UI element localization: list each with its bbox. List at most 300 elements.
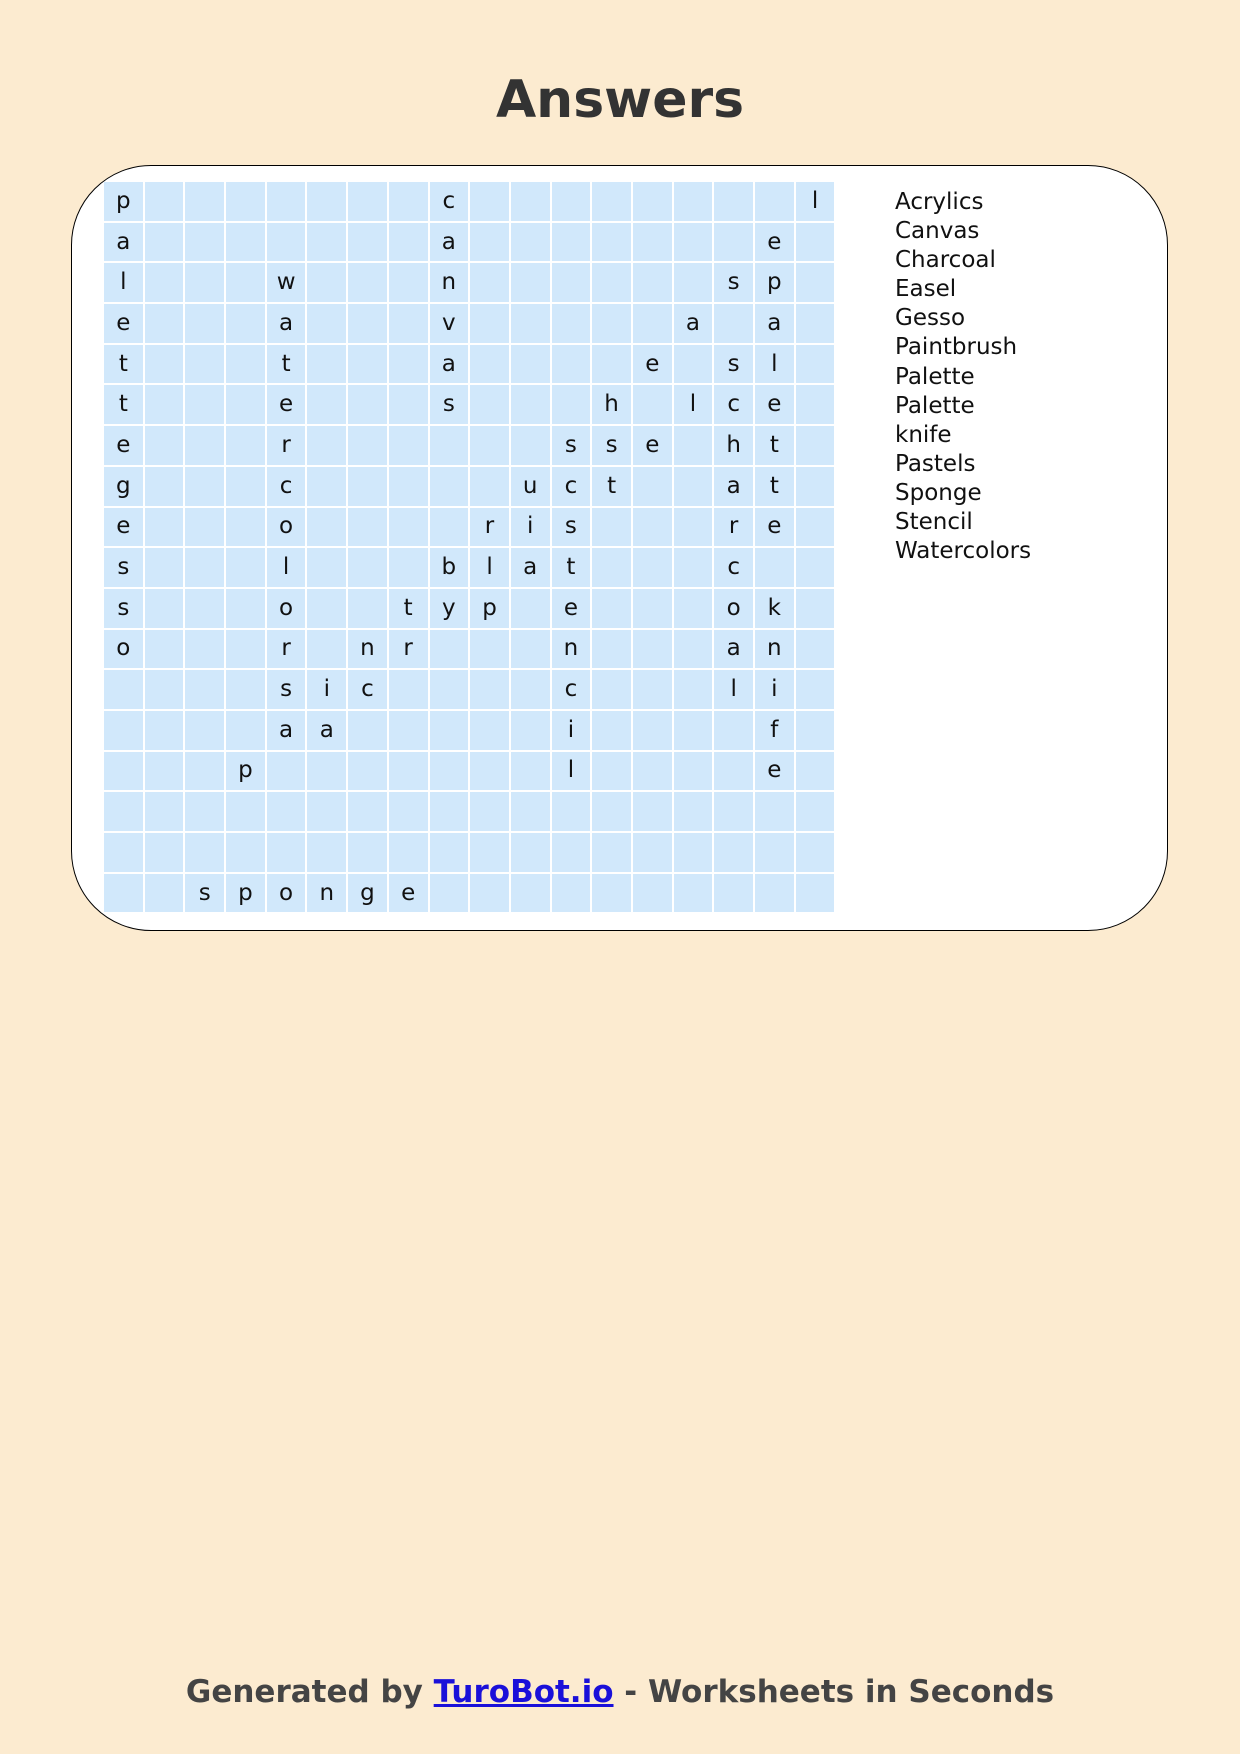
grid-cell — [674, 182, 713, 221]
grid-cell: a — [430, 345, 469, 384]
grid-cell — [674, 223, 713, 262]
grid-cell — [430, 792, 469, 831]
grid-cell: i — [511, 508, 550, 547]
grid-cell — [470, 426, 509, 465]
grid-cell — [552, 874, 591, 913]
grid-cell — [145, 182, 184, 221]
grid-cell: l — [674, 385, 713, 424]
grid-cell: f — [755, 711, 794, 750]
grid-cell: o — [267, 874, 306, 913]
grid-cell — [633, 874, 672, 913]
grid-cell — [511, 752, 550, 791]
grid-cell — [796, 548, 835, 587]
grid-cell: p — [226, 752, 265, 791]
grid-cell — [145, 548, 184, 587]
grid-cell — [633, 508, 672, 547]
grid-cell — [145, 589, 184, 628]
grid-cell: c — [348, 670, 387, 709]
grid-cell: o — [267, 508, 306, 547]
grid-cell — [430, 874, 469, 913]
grid-cell — [796, 508, 835, 547]
grid-cell — [348, 548, 387, 587]
grid-cell — [511, 833, 550, 872]
grid-cell: v — [430, 304, 469, 343]
word-list-item: knife — [895, 421, 952, 448]
grid-cell — [145, 792, 184, 831]
word-list-item: Easel — [895, 276, 957, 303]
grid-cell — [633, 792, 672, 831]
grid-cell — [470, 263, 509, 302]
grid-cell — [633, 467, 672, 506]
grid-cell — [267, 833, 306, 872]
grid-cell — [511, 385, 550, 424]
grid-cell — [307, 263, 346, 302]
turobot-link[interactable]: TuroBot.io — [433, 1674, 614, 1710]
grid-cell — [714, 792, 753, 831]
grid-cell: c — [714, 548, 753, 587]
grid-cell — [633, 182, 672, 221]
word-list-item: Sponge — [895, 479, 982, 506]
grid-cell — [470, 467, 509, 506]
grid-cell: a — [714, 467, 753, 506]
grid-cell: e — [755, 752, 794, 791]
grid-cell — [389, 792, 428, 831]
grid-cell — [511, 345, 550, 384]
grid-cell — [796, 752, 835, 791]
grid-cell — [348, 385, 387, 424]
grid-cell — [348, 467, 387, 506]
grid-cell — [389, 752, 428, 791]
grid-cell: s — [714, 345, 753, 384]
grid-cell: t — [389, 589, 428, 628]
grid-cell — [470, 752, 509, 791]
grid-cell — [674, 263, 713, 302]
grid-cell: e — [389, 874, 428, 913]
grid-cell — [796, 630, 835, 669]
grid-cell: n — [430, 263, 469, 302]
grid-cell: t — [755, 467, 794, 506]
grid-cell — [267, 752, 306, 791]
grid-cell: e — [104, 426, 143, 465]
grid-cell — [755, 874, 794, 913]
grid-cell: p — [470, 589, 509, 628]
grid-cell — [796, 792, 835, 831]
grid-cell — [592, 670, 631, 709]
grid-cell — [145, 263, 184, 302]
word-list-item: Watercolors — [895, 538, 1032, 565]
grid-cell — [674, 752, 713, 791]
grid-cell: e — [633, 426, 672, 465]
grid-cell: s — [430, 385, 469, 424]
grid-cell: t — [267, 345, 306, 384]
grid-cell — [348, 589, 387, 628]
grid-cell: r — [714, 508, 753, 547]
grid-cell — [389, 304, 428, 343]
grid-cell: p — [755, 263, 794, 302]
grid-cell: a — [267, 711, 306, 750]
grid-cell — [307, 548, 346, 587]
grid-cell — [674, 630, 713, 669]
grid-cell: a — [104, 223, 143, 262]
grid-cell — [185, 426, 224, 465]
grid-cell — [674, 833, 713, 872]
grid-cell — [470, 345, 509, 384]
grid-cell — [226, 792, 265, 831]
grid-cell — [511, 630, 550, 669]
grid-cell — [796, 874, 835, 913]
grid-cell — [430, 467, 469, 506]
word-list-item: Gesso — [895, 305, 966, 332]
grid-cell — [104, 670, 143, 709]
grid-cell — [389, 345, 428, 384]
grid-cell — [796, 467, 835, 506]
grid-cell — [145, 385, 184, 424]
grid-cell — [511, 792, 550, 831]
grid-cell: l — [267, 548, 306, 587]
grid-cell: a — [267, 304, 306, 343]
grid-cell — [796, 833, 835, 872]
grid-cell — [389, 833, 428, 872]
grid-cell: b — [430, 548, 469, 587]
grid-cell — [511, 874, 550, 913]
grid-cell — [552, 182, 591, 221]
grid-cell: s — [104, 589, 143, 628]
grid-cell — [104, 792, 143, 831]
grid-cell: u — [511, 467, 550, 506]
grid-cell — [511, 670, 550, 709]
grid-cell — [470, 223, 509, 262]
grid-cell — [185, 670, 224, 709]
footer — [0, 1672, 1240, 1712]
grid-cell: a — [430, 223, 469, 262]
grid-cell — [470, 304, 509, 343]
grid-cell — [714, 182, 753, 221]
grid-cell: l — [796, 182, 835, 221]
grid-cell — [714, 874, 753, 913]
grid-cell — [307, 508, 346, 547]
grid-cell: s — [552, 426, 591, 465]
grid-cell — [430, 752, 469, 791]
grid-cell — [633, 263, 672, 302]
grid-cell: e — [104, 304, 143, 343]
grid-cell — [104, 874, 143, 913]
grid-cell — [226, 670, 265, 709]
grid-cell — [470, 792, 509, 831]
grid-cell: r — [267, 426, 306, 465]
grid-cell — [592, 752, 631, 791]
grid-cell — [470, 182, 509, 221]
grid-cell: t — [552, 548, 591, 587]
grid-cell — [674, 792, 713, 831]
grid-cell: o — [104, 630, 143, 669]
grid-cell: e — [755, 223, 794, 262]
grid-cell — [226, 263, 265, 302]
grid-cell — [796, 263, 835, 302]
grid-cell — [145, 426, 184, 465]
grid-cell: c — [714, 385, 753, 424]
grid-cell — [145, 345, 184, 384]
grid-cell — [511, 589, 550, 628]
grid-cell — [389, 263, 428, 302]
grid-cell — [389, 182, 428, 221]
grid-cell — [552, 263, 591, 302]
grid-cell: e — [755, 385, 794, 424]
grid-cell: l — [552, 752, 591, 791]
grid-cell — [470, 874, 509, 913]
grid-cell — [185, 182, 224, 221]
word-list-item: Paintbrush — [895, 334, 1018, 361]
grid-cell — [511, 304, 550, 343]
grid-cell — [348, 833, 387, 872]
grid-cell — [511, 182, 550, 221]
grid-cell — [796, 385, 835, 424]
grid-cell: p — [226, 874, 265, 913]
grid-cell — [226, 304, 265, 343]
grid-cell — [348, 304, 387, 343]
grid-cell — [592, 792, 631, 831]
grid-cell — [552, 304, 591, 343]
grid-cell — [307, 385, 346, 424]
grid-cell: i — [552, 711, 591, 750]
word-search-grid — [104, 182, 834, 912]
grid-cell: s — [714, 263, 753, 302]
grid-cell: n — [755, 630, 794, 669]
grid-cell — [470, 833, 509, 872]
grid-cell: a — [511, 548, 550, 587]
grid-cell: e — [267, 385, 306, 424]
grid-cell — [430, 670, 469, 709]
grid-cell: r — [470, 508, 509, 547]
grid-cell — [674, 874, 713, 913]
grid-cell — [796, 711, 835, 750]
grid-cell — [430, 833, 469, 872]
grid-cell — [307, 182, 346, 221]
grid-cell — [430, 630, 469, 669]
grid-cell — [633, 548, 672, 587]
grid-cell — [796, 589, 835, 628]
grid-cell — [267, 792, 306, 831]
grid-cell — [430, 426, 469, 465]
grid-cell — [307, 345, 346, 384]
grid-cell — [104, 711, 143, 750]
grid-cell: c — [552, 670, 591, 709]
grid-cell — [674, 589, 713, 628]
grid-cell — [226, 223, 265, 262]
grid-cell — [592, 508, 631, 547]
grid-cell — [674, 711, 713, 750]
grid-cell — [226, 426, 265, 465]
grid-cell — [633, 385, 672, 424]
grid-cell — [755, 792, 794, 831]
grid-cell: n — [552, 630, 591, 669]
grid-cell: c — [552, 467, 591, 506]
grid-cell — [348, 182, 387, 221]
grid-cell: l — [470, 548, 509, 587]
grid-cell — [185, 548, 224, 587]
grid-cell: s — [267, 670, 306, 709]
grid-cell — [592, 874, 631, 913]
grid-cell — [714, 304, 753, 343]
grid-cell — [307, 304, 346, 343]
footer-prefix: Generated by — [185, 1674, 434, 1710]
grid-cell: g — [348, 874, 387, 913]
grid-cell — [592, 223, 631, 262]
grid-cell: i — [307, 670, 346, 709]
grid-cell — [226, 548, 265, 587]
grid-cell: r — [267, 630, 306, 669]
grid-cell — [389, 426, 428, 465]
grid-cell — [226, 508, 265, 547]
grid-cell — [511, 263, 550, 302]
grid-cell — [307, 467, 346, 506]
grid-cell — [633, 711, 672, 750]
grid-cell — [307, 752, 346, 791]
grid-cell — [226, 630, 265, 669]
word-list — [895, 188, 1031, 566]
grid-cell — [755, 182, 794, 221]
grid-cell — [674, 467, 713, 506]
grid-cell — [226, 182, 265, 221]
grid-cell — [592, 589, 631, 628]
grid-cell — [389, 508, 428, 547]
grid-cell — [145, 630, 184, 669]
grid-cell — [796, 223, 835, 262]
grid-cell: i — [755, 670, 794, 709]
grid-cell — [267, 182, 306, 221]
grid-cell — [674, 426, 713, 465]
grid-cell — [796, 345, 835, 384]
grid-cell: s — [185, 874, 224, 913]
grid-cell — [145, 752, 184, 791]
grid-cell — [185, 792, 224, 831]
grid-cell — [633, 752, 672, 791]
grid-cell — [470, 670, 509, 709]
grid-cell — [755, 548, 794, 587]
grid-cell — [714, 223, 753, 262]
grid-cell — [267, 223, 306, 262]
grid-cell — [674, 548, 713, 587]
grid-cell — [552, 223, 591, 262]
grid-cell — [226, 833, 265, 872]
grid-cell — [511, 426, 550, 465]
grid-cell — [307, 426, 346, 465]
grid-cell — [633, 304, 672, 343]
grid-cell — [592, 263, 631, 302]
grid-cell — [389, 711, 428, 750]
grid-cell — [145, 508, 184, 547]
grid-cell — [185, 630, 224, 669]
grid-cell — [389, 385, 428, 424]
grid-cell — [307, 792, 346, 831]
grid-cell — [592, 833, 631, 872]
footer-suffix: - Worksheets in Seconds — [613, 1674, 1055, 1710]
grid-cell: w — [267, 263, 306, 302]
grid-cell: c — [430, 182, 469, 221]
grid-cell — [511, 223, 550, 262]
grid-cell — [145, 223, 184, 262]
grid-cell: c — [267, 467, 306, 506]
grid-cell — [592, 345, 631, 384]
grid-cell — [185, 385, 224, 424]
grid-cell — [552, 792, 591, 831]
grid-cell — [796, 670, 835, 709]
grid-cell — [511, 711, 550, 750]
grid-cell: a — [714, 630, 753, 669]
grid-cell — [389, 467, 428, 506]
grid-cell: a — [307, 711, 346, 750]
grid-cell — [307, 833, 346, 872]
grid-cell — [185, 345, 224, 384]
grid-cell — [552, 833, 591, 872]
grid-cell: a — [674, 304, 713, 343]
grid-cell — [552, 385, 591, 424]
grid-cell — [226, 711, 265, 750]
grid-cell — [552, 345, 591, 384]
grid-cell — [592, 548, 631, 587]
grid-cell — [430, 508, 469, 547]
grid-cell: g — [104, 467, 143, 506]
grid-cell — [796, 304, 835, 343]
word-list-item: Palette — [895, 363, 975, 390]
grid-cell — [714, 752, 753, 791]
grid-cell — [755, 833, 794, 872]
grid-cell — [348, 752, 387, 791]
grid-cell — [592, 304, 631, 343]
grid-cell — [348, 263, 387, 302]
grid-cell — [145, 467, 184, 506]
grid-cell — [185, 752, 224, 791]
grid-cell — [470, 385, 509, 424]
grid-cell — [714, 833, 753, 872]
word-list-item: Charcoal — [895, 247, 996, 274]
grid-cell — [145, 874, 184, 913]
grid-cell — [348, 426, 387, 465]
grid-cell — [145, 833, 184, 872]
grid-cell: t — [592, 467, 631, 506]
grid-cell — [714, 711, 753, 750]
word-list-item: Stencil — [895, 509, 973, 536]
word-list-item: Canvas — [895, 218, 980, 245]
grid-cell — [633, 670, 672, 709]
grid-cell — [185, 711, 224, 750]
grid-cell — [389, 670, 428, 709]
grid-cell: t — [104, 385, 143, 424]
page-title: Answers — [495, 70, 745, 130]
word-list-item: Palette — [895, 392, 975, 419]
grid-cell — [185, 467, 224, 506]
grid-cell: s — [104, 548, 143, 587]
grid-cell — [185, 589, 224, 628]
grid-cell — [185, 304, 224, 343]
grid-cell — [674, 508, 713, 547]
grid-cell — [185, 223, 224, 262]
grid-cell: e — [552, 589, 591, 628]
grid-cell: n — [307, 874, 346, 913]
grid-cell — [592, 630, 631, 669]
grid-cell: l — [755, 345, 794, 384]
grid-cell: e — [755, 508, 794, 547]
grid-cell: t — [104, 345, 143, 384]
grid-cell: n — [348, 630, 387, 669]
grid-cell: l — [104, 263, 143, 302]
grid-cell — [389, 548, 428, 587]
grid-cell — [796, 426, 835, 465]
grid-cell — [226, 385, 265, 424]
grid-cell — [348, 508, 387, 547]
grid-cell — [226, 345, 265, 384]
grid-cell — [348, 223, 387, 262]
grid-cell — [674, 670, 713, 709]
